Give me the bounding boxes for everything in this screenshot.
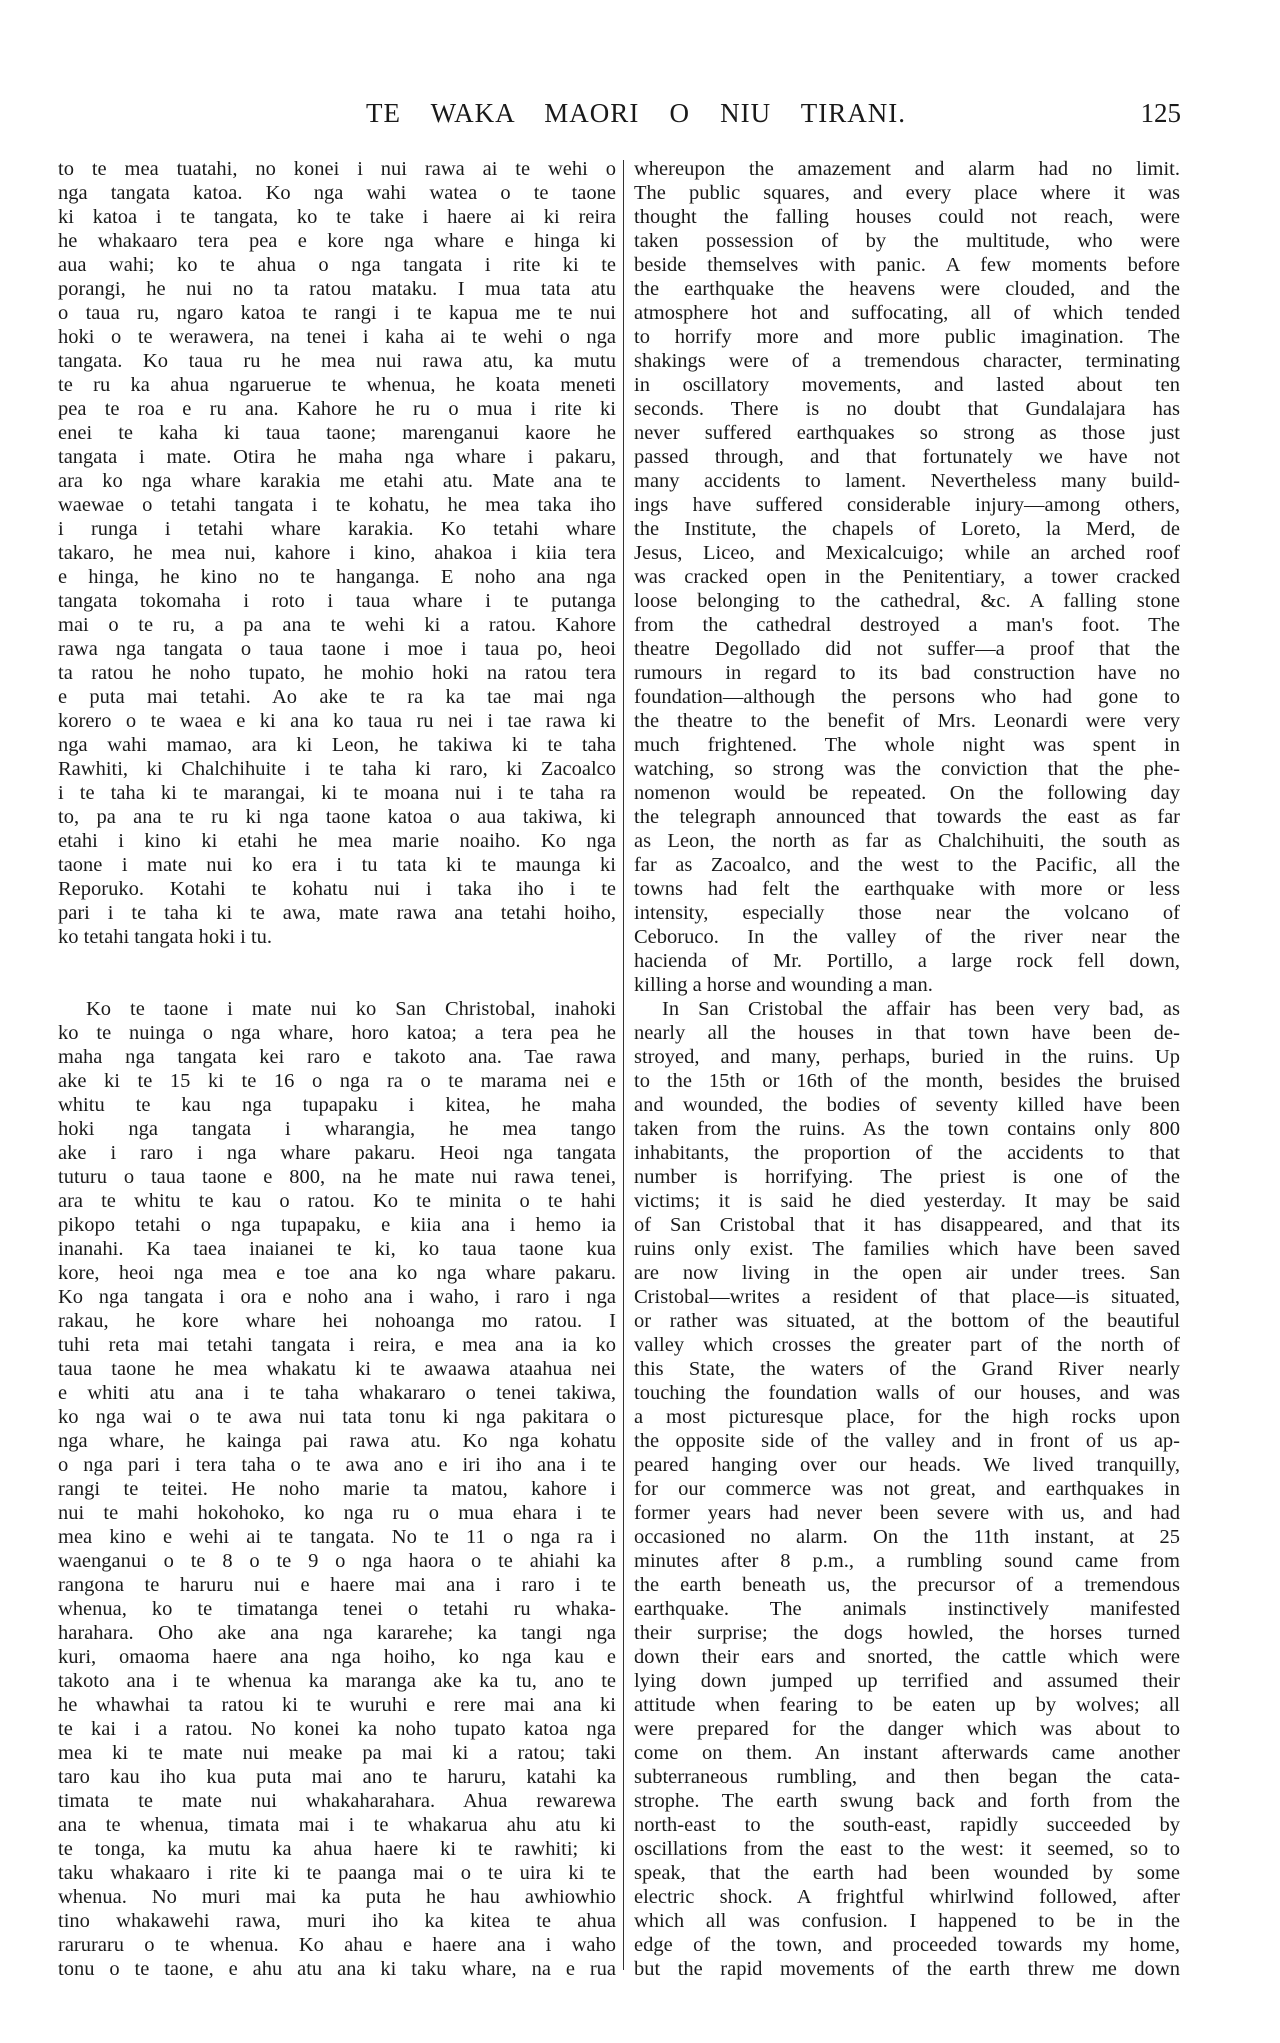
text-line: which all was confusion. I happened to be in the (634, 1910, 1180, 1932)
text-line: tonu o te taone, e ahu atu ana ki taku whare, na e rua (58, 1958, 616, 1980)
text-line: lying down jumped up terrified and assumed their (634, 1670, 1180, 1692)
text-line: waenganui o te 8 o te 9 o nga haora o te ahiahi ka (58, 1550, 616, 1572)
text-line: ko nga wai o te awa nui tata tonu ki nga pakitara o (58, 1406, 616, 1428)
text-line: whenua. No muri mai ka puta he hau awhiowhio (58, 1886, 616, 1908)
text-line: Ceboruco. In the valley of the river near the (634, 926, 1180, 948)
text-line: ko tetahi tangata hoki i tu. (58, 926, 273, 948)
text-line: The public squares, and every place where it was (634, 182, 1180, 204)
text-line: rawa nga tangata o taua taone i moe i taua po, heoi (58, 638, 616, 660)
text-line: pea te roa e ru ana. Kahore he ru o mua i rite ki (58, 398, 616, 420)
text-line: tangata i mate. Otira he maha nga whare i pakaru, (58, 446, 616, 468)
text-line: and wounded, the bodies of seventy killed have been (634, 1094, 1180, 1116)
text-line: thought the falling houses could not reach, were (634, 206, 1180, 228)
text-line: speak, that the earth had been wounded by some (634, 1862, 1180, 1884)
text-line: for our commerce was not great, and earthquakes in (634, 1478, 1180, 1500)
text-line: from the cathedral destroyed a man's foot. The (634, 614, 1180, 636)
text-line: waewae o tetahi tangata i te kohatu, he mea taka iho (58, 494, 616, 516)
text-line: strophe. The earth swung back and forth from the (634, 1790, 1180, 1812)
text-line: harahara. Oho ake ana nga kararehe; ka tangi nga (58, 1622, 616, 1644)
text-line: killing a horse and wounding a man. (634, 974, 933, 996)
text-line: victims; it is said he died yesterday. It may be said (634, 1190, 1180, 1212)
text-line: rakau, he kore whare hei nohoanga mo ratou. I (58, 1310, 616, 1332)
text-line: i runga i tetahi whare karakia. Ko tetahi whare (58, 518, 616, 540)
text-line: te ru ka ahua ngaruerue te whenua, he koata meneti (58, 374, 616, 396)
text-line: hoki o te werawera, na tenei i kaha ai te wehi o nga (58, 326, 616, 348)
text-line: he whakaaro tera pea e kore nga whare e hinga ki (58, 230, 616, 252)
text-line: valley which crosses the greater part of the north of (634, 1334, 1180, 1356)
text-line: passed through, and that fortunately we have not (634, 446, 1180, 468)
text-line: whereupon the amazement and alarm had no limit. (634, 158, 1180, 180)
text-line: but the rapid movements of the earth threw me down (634, 1958, 1180, 1980)
text-line: nui te mahi hokohoko, ko nga ru o mua ehara i te (58, 1502, 616, 1524)
text-line: Jesus, Liceo, and Mexicalcuigo; while an arched roof (634, 542, 1180, 564)
text-line: ara ko nga whare karakia me etahi atu. Mate ana te (58, 470, 616, 492)
text-line: atmosphere hot and suffocating, all of which tended (634, 302, 1180, 324)
text-line: electric shock. A frightful whirlwind followed, after (634, 1886, 1180, 1908)
text-line: pari i te taha ki te awa, mate rawa ana tetahi hoiho, (58, 902, 616, 924)
text-line: te kai i a ratou. No konei ka noho tupato katoa nga (58, 1718, 616, 1740)
paragraph (634, 157, 1180, 997)
text-line: Reporuko. Kotahi te kohatu nui i taka iho i te (58, 878, 616, 900)
text-line: hacienda of Mr. Portillo, a large rock fell down, (634, 950, 1180, 972)
text-line: the theatre to the benefit of Mrs. Leonardi were very (634, 710, 1180, 732)
text-line: porangi, he nui no ta ratou mataku. I mua tata atu (58, 278, 616, 300)
text-line: far as Zacoalco, and the west to the Pacific, all the (634, 854, 1180, 876)
text-line: taro kau iho kua puta mai ano te haruru, katahi ka (58, 1766, 616, 1788)
text-line: tino whakawehi rawa, muri iho ka kitea te ahua (58, 1910, 616, 1932)
text-line: north-east to the south-east, rapidly succeeded by (634, 1814, 1180, 1836)
text-line: ings have suffered considerable injury—among others, (634, 494, 1180, 516)
text-line: he whawhai ta ratou ki te wuruhi e rere mai ana ki (58, 1694, 616, 1716)
text-line: watching, so strong was the conviction that the phe- (634, 758, 1180, 780)
text-line: timata te mate nui whakaharahara. Ahua rewarewa (58, 1790, 616, 1812)
text-line: peared hanging over our heads. We lived tranquilly, (634, 1454, 1180, 1476)
text-line: number is horrifying. The priest is one of the (634, 1166, 1180, 1188)
text-line: the telegraph announced that towards the east as far (634, 806, 1180, 828)
text-line: subterraneous rumbling, and then began the cata- (634, 1766, 1180, 1788)
text-line: towns had felt the earthquake with more or less (634, 878, 1180, 900)
text-line: the earthquake the heavens were clouded, and the (634, 278, 1180, 300)
text-line: i te taha ki te marangai, ki te moana nui i te taha ra (58, 782, 616, 804)
text-line: taone i mate nui ko era i tu tata ki te maunga ki (58, 854, 616, 876)
text-line: never suffered earthquakes so strong as those just (634, 422, 1180, 444)
text-line: ruins only exist. The families which have been saved (634, 1238, 1180, 1260)
text-line: to horrify more and more public imagination. The (634, 326, 1180, 348)
text-line: the opposite side of the valley and in front of us ap- (634, 1430, 1180, 1452)
text-line: come on them. An instant afterwards came another (634, 1742, 1180, 1764)
text-line: ki katoa i te tangata, ko te take i haere ai ki reira (58, 206, 616, 228)
text-line: pikopo tetahi o nga tupapaku, e kiia ana i hemo ia (58, 1214, 616, 1236)
text-line: foundation—although the persons who had gone to (634, 686, 1180, 708)
text-line: nga wahi mamao, ara ki Leon, he takiwa ki te taha (58, 734, 616, 756)
text-line: the earth beneath us, the precursor of a tremendous (634, 1574, 1180, 1596)
text-line: former years had never been severe with us, and had (634, 1502, 1180, 1524)
text-line: was cracked open in the Penitentiary, a tower cracked (634, 566, 1180, 588)
text-line: rangona te haruru nui e haere mai ana i raro i te (58, 1574, 616, 1596)
text-line: seconds. There is no doubt that Gundalajara has (634, 398, 1180, 420)
text-line: Rawhiti, ki Chalchihuite i te taha ki raro, ki Zacoalco (58, 758, 616, 780)
text-line: to te mea tuatahi, no konei i nui rawa ai te wehi o (58, 158, 616, 180)
text-line: Cristobal—writes a resident of that place—is situated, (634, 1286, 1180, 1308)
text-line: inanahi. Ka taea inaianei te ki, ko taua taone kua (58, 1238, 616, 1260)
text-line: Ko nga tangata i ora e noho ana i waho, i raro i nga (58, 1286, 616, 1308)
text-line: mai o te ru, a pa ana te wehi ki a ratou. Kahore (58, 614, 616, 636)
text-line: hoki nga tangata i wharangia, he mea tango (58, 1118, 616, 1140)
text-line: of San Cristobal that it has disappeared, and that its (634, 1214, 1180, 1236)
text-line: takoto ana i te whenua ka maranga ake ka tu, ano te (58, 1670, 616, 1692)
text-line: tuturu o taua taone e 800, na he mate nui rawa tenei, (58, 1166, 616, 1188)
text-line: were prepared for the danger which was about to (634, 1718, 1180, 1740)
text-line: or rather was situated, at the bottom of the beautiful (634, 1310, 1180, 1332)
text-line: beside themselves with panic. A few moments before (634, 254, 1180, 276)
text-line: taken from the ruins. As the town contains only 800 (634, 1118, 1180, 1140)
english-text-column (634, 157, 1180, 1981)
text-line: etahi i kino ki etahi he mea marie noaiho. Ko nga (58, 830, 616, 852)
text-line: occasioned no alarm. On the 11th instant, at 25 (634, 1526, 1180, 1548)
text-line: theatre Degollado did not suffer—a proof that the (634, 638, 1180, 660)
text-line: ko te nuinga o nga whare, horo katoa; a tera pea he (58, 1022, 616, 1044)
text-line: ake ki te 15 ki te 16 o nga ra o te marama nei e (58, 1070, 616, 1092)
text-line: raruraru o te whenua. Ko ahau e haere ana i waho (58, 1934, 616, 1956)
text-line: e hinga, he kino no te hanganga. E noho ana nga (58, 566, 616, 588)
text-line: much frightened. The whole night was spent in (634, 734, 1180, 756)
text-line: stroyed, and many, perhaps, buried in the ruins. Up (634, 1046, 1180, 1068)
maori-text-column (58, 157, 616, 1981)
text-line: rumours in regard to its bad construction have no (634, 662, 1180, 684)
newspaper-title: TE WAKA MAORI O NIU TIRANI. (366, 98, 906, 128)
text-line: ta ratou he noho tupato, he mohio hoki na ratou tera (58, 662, 616, 684)
text-line: in oscillatory movements, and lasted about ten (634, 374, 1180, 396)
text-line: earthquake. The animals instinctively manifested (634, 1598, 1180, 1620)
text-line: taua taone he mea whakatu ki te awaawa ataahua nei (58, 1358, 616, 1380)
text-line: whitu te kau nga tupapaku i kitea, he maha (58, 1094, 616, 1116)
page-number: 125 (1140, 98, 1181, 128)
text-line: o nga pari i tera taha o te awa ano e iri iho ana i te (58, 1454, 616, 1476)
text-line: Ko te taone i mate nui ko San Christobal, inahoki (86, 998, 616, 1020)
text-line: ara te whitu te kau o ratou. Ko te minita o te hahi (58, 1190, 616, 1212)
text-line: taku whakaaro i rite ki te paanga mai o te uira ki te (58, 1862, 616, 1884)
text-line: their surprise; the dogs howled, the horses turned (634, 1622, 1180, 1644)
text-line: to the 15th or 16th of the month, besides the bruised (634, 1070, 1180, 1092)
text-line: shakings were of a tremendous character, terminating (634, 350, 1180, 372)
text-line: many accidents to lament. Nevertheless many build- (634, 470, 1180, 492)
text-line: tangata tokomaha i roto i taua whare i te putanga (58, 590, 616, 612)
paragraph (58, 157, 616, 949)
text-line: ake i raro i nga whare pakaru. Heoi nga tangata (58, 1142, 616, 1164)
text-line: mea ki te mate nui meake pa mai ki a ratou; taki (58, 1742, 616, 1764)
text-line: nomenon would be repeated. On the following day (634, 782, 1180, 804)
text-line: In San Cristobal the affair has been very bad, as (662, 998, 1180, 1020)
text-line: edge of the town, and proceeded towards my home, (634, 1934, 1180, 1956)
text-line: mea kino e wehi ai te tangata. No te 11 o nga ra i (58, 1526, 616, 1548)
text-line: the Institute, the chapels of Loreto, la Merd, de (634, 518, 1180, 540)
text-line: a most picturesque place, for the high rocks upon (634, 1406, 1180, 1428)
text-line: korero o te waea e ki ana ko taua ru nei i tae rawa ki (58, 710, 616, 732)
text-line: ana te whenua, timata mai i te whakarua ahu atu ki (58, 1814, 616, 1836)
text-line: this State, the waters of the Grand River nearly (634, 1358, 1180, 1380)
text-line: taken possession of by the multitude, who were (634, 230, 1180, 252)
text-line: minutes after 8 p.m., a rumbling sound came from (634, 1550, 1180, 1572)
text-line: are now living in the open air under trees. San (634, 1262, 1180, 1284)
text-line: oscillations from the east to the west: it seemed, so to (634, 1838, 1180, 1860)
text-line: down their ears and snorted, the cattle which were (634, 1646, 1180, 1668)
text-line: tuhi reta mai tetahi tangata i reira, e mea ana ia ko (58, 1334, 616, 1356)
text-line: aua wahi; ko te ahua o nga tangata i rite ki te (58, 254, 616, 276)
text-line: intensity, especially those near the volcano of (634, 902, 1180, 924)
text-line: attitude when fearing to be eaten up by wolves; all (634, 1694, 1180, 1716)
text-line: touching the foundation walls of our houses, and was (634, 1382, 1180, 1404)
text-line: to, pa ana te ru ki nga taone katoa o aua takiwa, ki (58, 806, 616, 828)
text-line: loose belonging to the cathedral, &c. A falling stone (634, 590, 1180, 612)
text-line: takaro, he mea nui, kahore i kino, ahakoa i kiia tera (58, 542, 616, 564)
text-line: maha nga tangata kei raro e takoto ana. Tae rawa (58, 1046, 616, 1068)
text-line: inhabitants, the proportion of the accidents to that (634, 1142, 1180, 1164)
text-line: e whiti atu ana i te taha whakararo o tenei takiwa, (58, 1382, 616, 1404)
text-line: kore, heoi nga mea e toe ana ko nga whare pakaru. (58, 1262, 616, 1284)
text-line: nga whare, he kainga pai rawa atu. Ko nga kohatu (58, 1430, 616, 1452)
paragraph (58, 997, 616, 1981)
paragraph (634, 997, 1180, 1981)
text-line: tangata. Ko taua ru he mea nui rawa atu, ka mutu (58, 350, 616, 372)
text-line: nga tangata katoa. Ko nga wahi watea o te taone (58, 182, 616, 204)
text-line: e puta mai tetahi. Ao ake te ra ka tae mai nga (58, 686, 616, 708)
text-line: te tonga, ka mutu ka ahua haere ki te rawhiti; ki (58, 1838, 616, 1860)
text-line: o taua ru, ngaro katoa te rangi i te kapua me te nui (58, 302, 616, 324)
text-line: as Leon, the north as far as Chalchihuiti, the south as (634, 830, 1180, 852)
text-line: rangi te teitei. He noho marie ta matou, kahore i (58, 1478, 616, 1500)
text-line: whenua, ko te timatanga tenei o tetahi ru whaka- (58, 1598, 616, 1620)
text-line: enei te kaha ki taua taone; marenganui kaore he (58, 422, 616, 444)
text-line: kuri, omaoma haere ana nga hoiho, ko nga kau e (58, 1646, 616, 1668)
text-line: nearly all the houses in that town have been de- (634, 1022, 1180, 1044)
column-divider (623, 160, 624, 1970)
